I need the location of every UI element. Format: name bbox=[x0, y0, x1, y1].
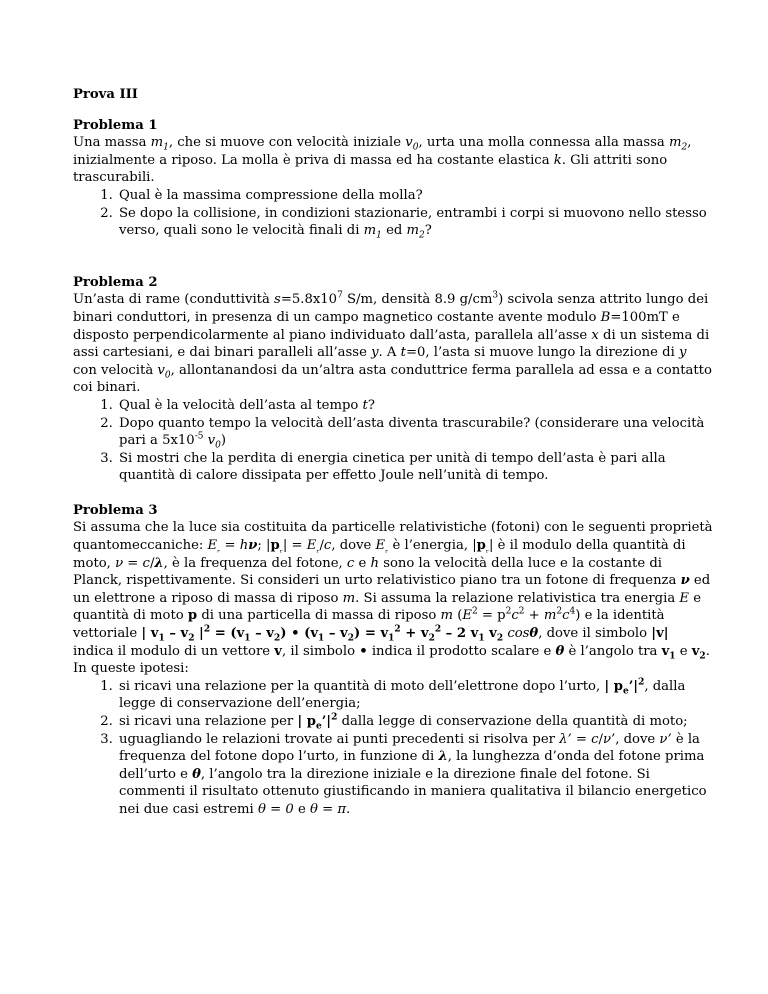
problem-2-question-3: 3. Si mostri che la perdita di energia cinetica per unità di tempo dell’asta è pari alla quantità di calore dissipata per effetto Joule nell’unità di tempo. bbox=[117, 450, 713, 485]
problem-2-heading: Problema 2 bbox=[73, 274, 158, 290]
document-page bbox=[73, 86, 713, 836]
problem-1-question-2: 2. Se dopo la collisione, in condizioni stazionarie, entrambi i corpi si muovono nello stesso verso, quali sono le velocità finali di $m_1$ ed $m_2$? bbox=[117, 205, 713, 240]
problem-1-questions bbox=[73, 187, 713, 240]
problem-3-intro: Si assuma che la luce sia costituita da particelle relativistiche (fotoni) con le seguenti proprietà quantomeccaniche: $E_ᵣ = h\nu$; $|p_ᵣ| = E_ᵣ/c$, dove $E_ᵣ$ è l’energia, $|p_ᵣ|$ è il modulo della quantità di moto, ν = c/λ, è la frequenza del fotone, c e h sono la velocità della luce e la costante di Planck, rispettivamente. Si consideri un urto relativistico piano tra un fotone di frequenza ν ed un elettrone a riposo di massa di riposo m. Si assuma la relazione relativistica tra energia E e quantità di moto p di una particella di massa di riposo m $(E^2 = p^2c^2 + m^2c^4)$ e la identità vettoriale | $v_1 - v_2$ $|^2 = (v_1 - v_2)$ • $(v_1 - v_2) = v_1^2 + v_2^2 - 2$ $v_1$ $v_2$ cosθ, dove il simbolo |v| indica il modulo di un vettore v, il simbolo • indica il prodotto scalare e θ è l’angolo tra $v_1$ e $v_2$. In queste ipotesi: bbox=[73, 520, 713, 677]
problem-1-question-1: 1. Qual è la massima compressione della molla? bbox=[117, 187, 713, 205]
problem-3-question-1: 1. si ricavi una relazione per la quantità di moto dell’elettrone dopo l’urto, | $p_e’|^2$, dalla legge di conservazione dell’energia; bbox=[117, 678, 713, 713]
problem-2 bbox=[73, 274, 713, 485]
exam-title: Prova III bbox=[73, 87, 138, 102]
problem-3-questions bbox=[73, 678, 713, 819]
problem-2-question-2: 2. Dopo quanto tempo la velocità dell’asta diventa trascurabile? (considerare una velocità pari a $5x10^{-5}$ $v_0$) bbox=[117, 415, 713, 450]
problem-1 bbox=[73, 117, 713, 240]
problem-3 bbox=[73, 502, 713, 819]
problem-3-question-2: 2. si ricavi una relazione per | $p_e’|^2$ dalla legge di conservazione della quantità di moto; bbox=[117, 713, 713, 731]
problem-2-intro: Un’asta di rame (conduttività $s=5.8x10^7$ S/m, densità 8.9 $g/cm^3$) scivola senza attrito lungo dei binari conduttori, in presenza di un campo magnetico costante avente modulo B=100mT e disposto perpendicolarmente al piano individuato dall’asta, parallela all’asse x di un sistema di assi cartesiani, e dai binari paralleli all’asse y. A t=0, l’asta si muove lungo la direzione di y con velocità $v_0$, allontanandosi da un’altra asta conduttrice ferma parallela ad essa e a contatto coi binari. bbox=[73, 290, 712, 396]
problem-1-heading: Problema 1 bbox=[73, 117, 158, 133]
problem-2-questions bbox=[73, 397, 713, 485]
problem-3-question-3: 3. uguagliando le relazioni trovate ai punti precedenti si risolva per λ’ = c/ν’, dove ν’ è la frequenza del fotone dopo l’urto, in funzione di λ, la lunghezza d’onda del fotone prima dell’urto e θ, l’angolo tra la direzione iniziale e la direzione finale del fotone. Si commenti il risultato ottenuto giustificando in maniera qualitativa il bilancio energetico nei due casi estremi θ = 0 e θ = π. bbox=[117, 731, 713, 819]
problem-2-question-1: 1. Qual è la velocità dell’asta al tempo t? bbox=[117, 397, 713, 415]
problem-1-intro: Una massa $m_1$, che si muove con velocità iniziale $v_0$, urta una molla connessa alla massa $m_2$, inizialmente a riposo. La molla è priva di massa ed ha costante elastica k. Gli attriti sono trascurabili. bbox=[73, 135, 692, 186]
problem-3-heading: Problema 3 bbox=[73, 502, 158, 518]
